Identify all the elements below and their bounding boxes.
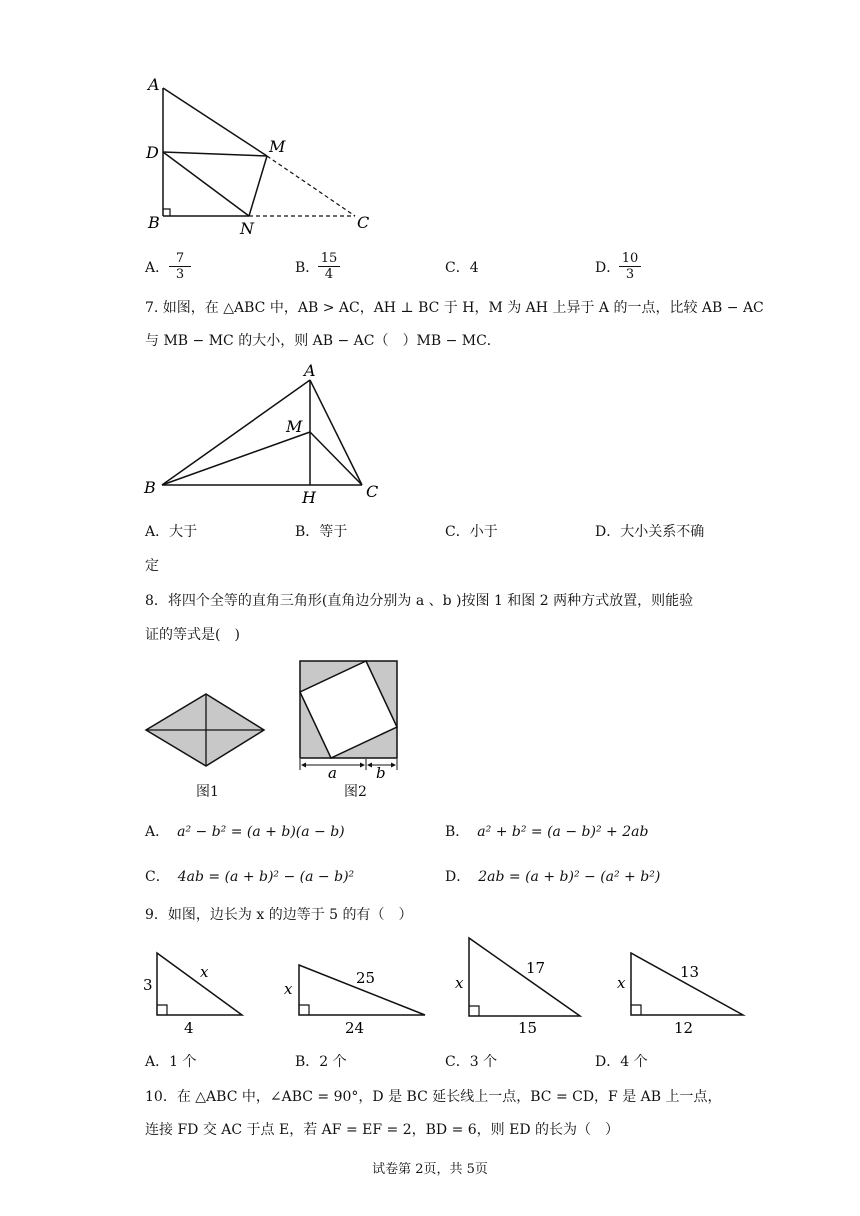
q8-figure1 xyxy=(140,688,270,768)
q8-option-a[interactable] xyxy=(145,822,345,842)
q6-figure xyxy=(140,70,390,240)
q6-option-d-fraction xyxy=(619,251,641,282)
q9-t4-hyp: 13 xyxy=(680,963,700,981)
q7-option-c[interactable]: C．小于 xyxy=(445,524,498,540)
label-A: A xyxy=(304,361,316,380)
q9-option-c[interactable]: C．3 个 xyxy=(445,1054,498,1070)
q9-triangle-4 xyxy=(612,945,752,1040)
q8-option-a-expr: a² − b² = (a + b)(a − b) xyxy=(177,824,345,840)
q8-option-b-expr: a² + b² = (a − b)² + 2ab xyxy=(477,824,649,840)
q9-t3-leg: x xyxy=(455,974,464,992)
label-C: C xyxy=(357,213,370,232)
q6-option-d-letter: D． xyxy=(595,260,621,276)
label-M: M xyxy=(286,417,303,436)
q6-option-d[interactable] xyxy=(595,258,620,278)
label-A: A xyxy=(148,75,160,94)
q7-figure xyxy=(138,360,388,510)
q9-option-b[interactable]: B．2 个 xyxy=(295,1054,347,1070)
q8-option-c-expr: 4ab = (a + b)² − (a − b)² xyxy=(177,869,355,885)
q9-triangle-2 xyxy=(280,955,430,1040)
q8-figure1-caption: 图1 xyxy=(196,784,219,800)
q9-triangle-1 xyxy=(138,945,253,1040)
label-N: N xyxy=(240,219,254,238)
label-B: B xyxy=(144,478,156,497)
q6-option-a-fraction xyxy=(169,251,191,282)
label-B: B xyxy=(148,213,160,232)
q6-option-a-den: 3 xyxy=(175,267,185,282)
q9-t4-leg: x xyxy=(617,974,626,992)
q6-option-d-den: 3 xyxy=(625,267,635,282)
q9-line1: 9．如图，边长为 x 的边等于 5 的有（ ） xyxy=(145,907,413,923)
q6-option-b-fraction xyxy=(318,251,340,282)
q8-line1: 8．将四个全等的直角三角形(直角边分别为 a 、b )按图 1 和图 2 两种方式放置，则能验 xyxy=(145,593,694,609)
q7-option-d-wrap: 定 xyxy=(145,558,159,574)
label-H: H xyxy=(302,488,316,507)
q8-option-d-expr: 2ab = (a + b)² − (a² + b²) xyxy=(478,869,661,885)
q10-line1: 10．在 △ABC 中，∠ABC = 90°，D 是 BC 延长线上一点，BC = CD，F 是 AB 上一点， xyxy=(145,1089,722,1105)
q6-option-a-num: 7 xyxy=(169,251,191,267)
label-D: D xyxy=(146,143,159,162)
q9-t4-base: 12 xyxy=(674,1019,694,1037)
q8-option-b-letter: B． xyxy=(445,824,470,840)
q9-t2-base: 24 xyxy=(345,1019,365,1037)
q8-line2: 证的等式是( ) xyxy=(145,627,240,643)
label-M: M xyxy=(269,137,286,156)
q9-triangle-3 xyxy=(450,930,590,1040)
q6-option-c-value: 4 xyxy=(469,260,479,276)
q8-option-b[interactable] xyxy=(445,822,648,842)
q8-option-d-letter: D． xyxy=(445,869,471,885)
q7-line2: 与 MB − MC 的大小，则 AB − AC（ ）MB − MC． xyxy=(145,333,501,349)
q8-option-c-letter: C． xyxy=(145,869,170,885)
q6-option-b-letter: B． xyxy=(295,260,320,276)
q6-option-c[interactable] xyxy=(445,258,479,278)
q8-figure2 xyxy=(295,656,405,781)
dim-b: b xyxy=(376,764,386,781)
q9-option-a[interactable]: A．1 个 xyxy=(145,1054,197,1070)
q9-t1-hyp: x xyxy=(200,963,209,981)
q10-line2: 连接 FD 交 AC 于点 E，若 AF = EF = 2，BD = 6，则 ED 的长为（ ） xyxy=(145,1122,620,1138)
q9-option-d[interactable]: D．4 个 xyxy=(595,1054,648,1070)
q8-option-c[interactable] xyxy=(145,867,354,887)
q8-option-d[interactable] xyxy=(445,867,660,887)
q6-option-a-letter: A． xyxy=(145,260,170,276)
q8-option-a-letter: A． xyxy=(145,824,170,840)
q6-option-b-num: 15 xyxy=(318,251,340,267)
q7-option-b[interactable]: B．等于 xyxy=(295,524,348,540)
q9-t2-hyp: 25 xyxy=(356,969,376,987)
q9-t3-base: 15 xyxy=(518,1019,538,1037)
q6-option-b[interactable] xyxy=(295,258,319,278)
label-C: C xyxy=(366,482,379,501)
q8-figure2-caption: 图2 xyxy=(344,784,367,800)
q6-option-a[interactable] xyxy=(145,258,169,278)
q9-t1-leg: 3 xyxy=(143,976,153,994)
q7-line1: 7. 如图，在 △ABC 中，AB > AC，AH ⊥ BC 于 H，M 为 AH 上异于 A 的一点，比较 AB − AC xyxy=(145,300,764,316)
q9-t2-leg: x xyxy=(284,980,293,998)
q9-t1-base: 4 xyxy=(184,1019,194,1037)
q7-option-d[interactable]: D．大小关系不确 xyxy=(595,524,705,540)
q6-option-c-letter: C． xyxy=(445,260,470,276)
page-footer: 试卷第 2页，共 5页 xyxy=(372,1162,488,1177)
q7-option-a[interactable]: A．大于 xyxy=(145,524,198,540)
q9-t3-hyp: 17 xyxy=(526,959,546,977)
dim-a: a xyxy=(328,764,337,781)
q6-option-d-num: 10 xyxy=(619,251,641,267)
q6-option-b-den: 4 xyxy=(324,267,334,282)
